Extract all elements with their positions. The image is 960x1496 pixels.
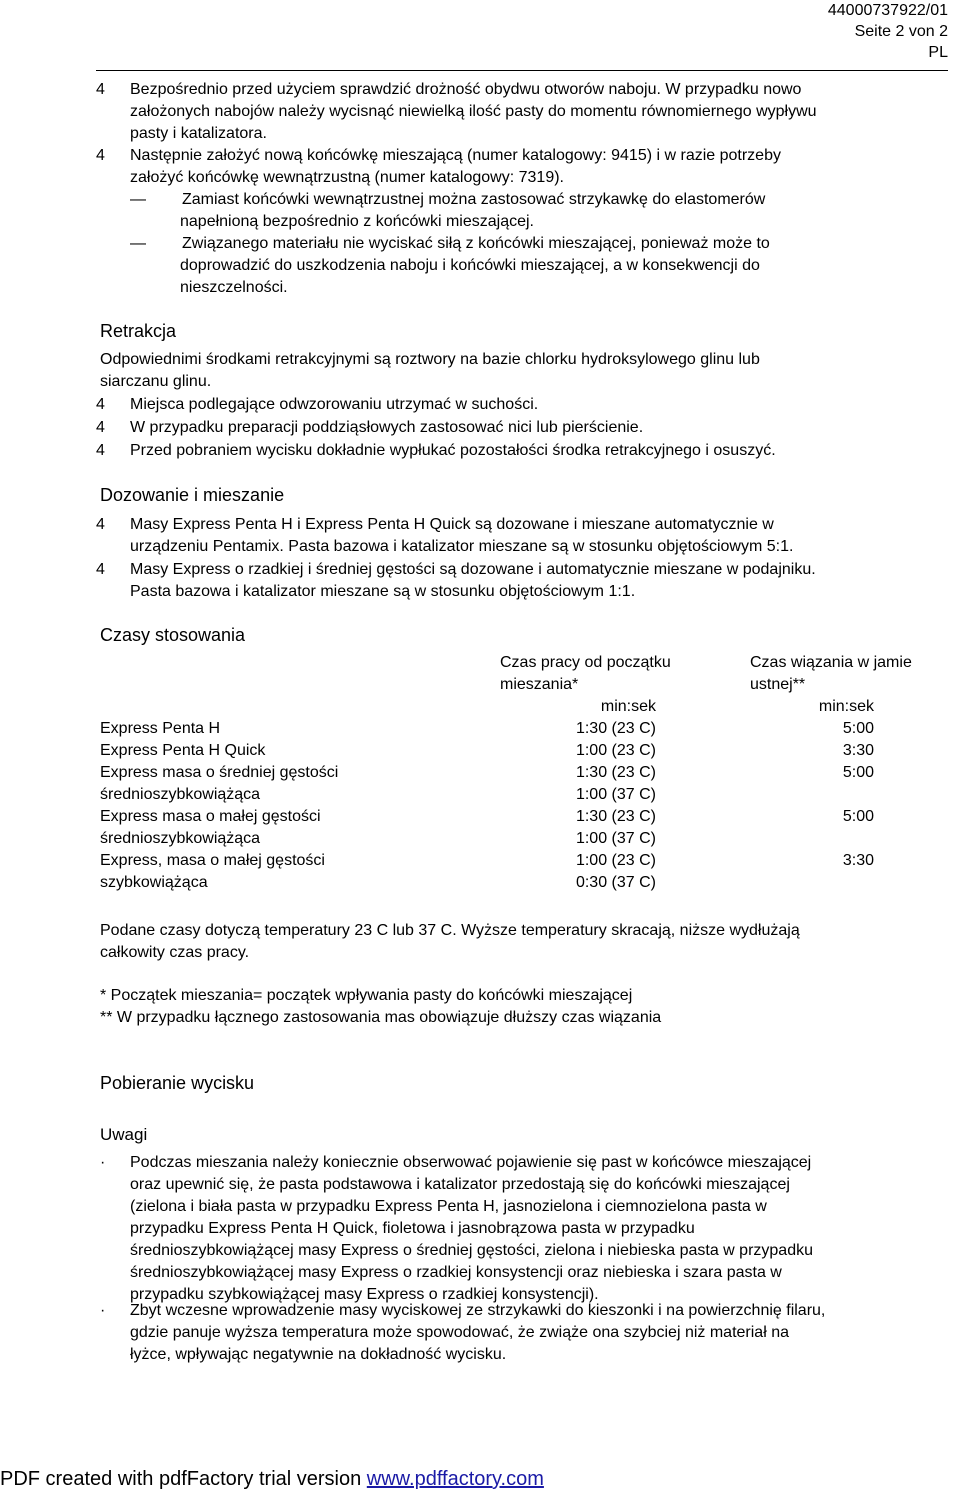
text-line: Pasta bazowa i katalizator mieszane są w stosunku objętościowym 1:1. xyxy=(130,583,636,600)
pdf-footer xyxy=(0,1466,544,1492)
text-line: Podane czasy dotyczą temperatury 23 C lub 37 C. Wyższe temperatury skracają, niższe wydłużają xyxy=(100,922,800,939)
text-line: oraz upewnić się, że pasta podstawowa i katalizator przedostają się do końcówki mieszającej xyxy=(130,1176,790,1193)
bullet-marker: 4 xyxy=(96,516,105,533)
work-time-cell: 1:00 (23 C) xyxy=(575,742,656,759)
text-line: Zamiast końcówki wewnątrzustnej można zastosować strzykawkę do elastomerów xyxy=(182,191,766,208)
dot-marker: · xyxy=(100,1154,106,1171)
footnote: * Początek mieszania= początek wpływania pasty do końcówki mieszającej xyxy=(100,987,633,1004)
text-line: Następnie założyć nową końcówkę mieszającą (numer katalogowy: 9415) i w razie potrzeby xyxy=(130,147,781,164)
section-heading-czasy: Czasy stosowania xyxy=(100,625,246,645)
set-time-cell: 3:30 xyxy=(842,852,874,869)
text-line: Związanego materiału nie wyciskać siłą z końcówki mieszającej, ponieważ może to xyxy=(182,235,770,252)
table-row xyxy=(90,762,960,806)
text-line: założyć końcówkę wewnątrzustną (numer katalogowy: 7319). xyxy=(130,169,564,186)
subsection-heading-uwagi: Uwagi xyxy=(100,1125,148,1144)
set-time-cell: 5:00 xyxy=(842,764,874,781)
set-time-cell: 5:00 xyxy=(842,808,874,825)
language-code: PL xyxy=(928,44,948,61)
unit-cell: min:sek xyxy=(818,698,874,715)
text-line: przypadku szybkowiążącej masy Express o rzadkiej konsystencji). xyxy=(130,1286,599,1303)
section-heading-pobieranie: Pobieranie wycisku xyxy=(100,1073,255,1093)
text-line: Miejsca podlegające odwzorowaniu utrzymać w suchości. xyxy=(130,396,539,413)
table-header-cell: Czas pracy od początku mieszania* xyxy=(500,654,671,693)
page-header xyxy=(828,0,948,63)
text-line: Przed pobraniem wycisku dokładnie wypłukać pozostałości środka retrakcyjnego i osuszyć. xyxy=(130,442,776,459)
work-time-cell: 1:30 (23 C) 1:00 (37 C) xyxy=(575,764,656,803)
text-line: średnioszybkowiążącej masy Express o średniej gęstości, zielona i niebieska pasta w przypadku xyxy=(130,1242,813,1259)
set-time-cell: 3:30 xyxy=(842,742,874,759)
text-line: Bezpośrednio przed użyciem sprawdzić drożność obydwu otworów naboju. W przypadku nowo xyxy=(130,81,802,98)
text-line: (zielona i biała pasta w przypadku Express Penta H, jasnozielona i ciemnozielona pasta w xyxy=(130,1198,767,1215)
unit-cell: min:sek xyxy=(600,698,656,715)
dash-marker: — xyxy=(130,235,146,252)
section-heading-dozowanie: Dozowanie i mieszanie xyxy=(100,485,285,505)
bullet-marker: 4 xyxy=(96,561,105,578)
section-heading-retrakcja: Retrakcja xyxy=(100,321,177,341)
bullet-marker: 4 xyxy=(96,396,105,413)
table-row xyxy=(90,850,960,894)
text-line: całkowity czas pracy. xyxy=(100,944,250,961)
text-line: napełnioną bezpośrednio z końcówki mieszającej. xyxy=(180,213,534,230)
set-time-cell: 5:00 xyxy=(842,720,874,737)
text-line: pasty i katalizatora. xyxy=(130,125,267,142)
text-line: gdzie panuje wyższa temperatura może spowodować, że zwiąże ona szybciej niż materiał na xyxy=(130,1324,789,1341)
work-time-cell: 1:00 (23 C) 0:30 (37 C) xyxy=(575,852,656,891)
text-line: siarczanu glinu. xyxy=(100,373,212,390)
text-line: Masy Express Penta H i Express Penta H Quick są dozowane i mieszane automatycznie w xyxy=(130,516,774,533)
table-header-row xyxy=(90,652,960,696)
text-line: urządzeniu Pentamix. Pasta bazowa i katalizator mieszane są w stosunku objętościowym 5:1. xyxy=(130,538,794,555)
table-row xyxy=(90,718,960,740)
application-times-table xyxy=(90,652,960,894)
text-line: Masy Express o rzadkiej i średniej gęstości są dozowane i automatycznie mieszane w podajniku. xyxy=(130,561,816,578)
product-cell: Express Penta H xyxy=(100,720,221,737)
table-row xyxy=(90,806,960,850)
pdffactory-link[interactable]: www.pdffactory.com xyxy=(366,1468,544,1490)
dot-marker: · xyxy=(100,1302,106,1319)
table-unit-row xyxy=(90,696,960,718)
table-header-cell xyxy=(90,652,492,696)
text-line: przypadku Express Penta H Quick, fioletowa i jasnobrązowa pasta w przypadku xyxy=(130,1220,695,1237)
text-line: nieszczelności. xyxy=(180,279,288,296)
text-line: doprowadzić do uszkodzenia naboju i końcówki mieszającej, a w konsekwencji do xyxy=(180,257,760,274)
page-number: Seite 2 von 2 xyxy=(854,23,948,40)
bullet-marker: 4 xyxy=(96,81,105,98)
work-time-cell: 1:30 (23 C) 1:00 (37 C) xyxy=(575,808,656,847)
product-cell: Express Penta H Quick xyxy=(100,742,266,759)
footnote: ** W przypadku łącznego zastosowania mas obowiązuje dłuższy czas wiązania xyxy=(100,1009,662,1026)
work-time-cell: 1:30 (23 C) xyxy=(575,720,656,737)
dash-marker: — xyxy=(130,191,146,208)
text-line: założonych nabojów należy wycisnąć niewielką ilość pasty do momentu równomiernego wypływu xyxy=(130,103,817,120)
product-cell: Express masa o średniej gęstości średnioszybkowiążąca xyxy=(100,764,339,803)
table-row xyxy=(90,740,960,762)
text-line: średnioszybkowiążącej masy Express o rzadkiej konsystencji oraz niebieska i szara pasta w xyxy=(130,1264,782,1281)
bullet-marker: 4 xyxy=(96,419,105,436)
header-divider xyxy=(96,70,948,71)
footer-text: PDF created with pdfFactory trial version xyxy=(0,1468,367,1490)
table-header-cell: Czas wiązania w jamie ustnej** xyxy=(750,654,912,693)
product-cell: Express masa o małej gęstości średnioszybkowiążąca xyxy=(100,808,321,847)
doc-number: 44000737922/01 xyxy=(827,2,948,19)
text-line: Zbyt wczesne wprowadzenie masy wyciskowej ze strzykawki do kieszonki i na powierzchnię filaru, xyxy=(130,1302,826,1319)
text-line: łyżce, wpływając negatywnie na dokładność wycisku. xyxy=(130,1346,507,1363)
product-cell: Express, masa o małej gęstości szybkowiążąca xyxy=(100,852,325,891)
bullet-marker: 4 xyxy=(96,147,105,164)
text-line: W przypadku preparacji poddziąsłowych zastosować nici lub pierścienie. xyxy=(130,419,644,436)
text-line: Odpowiednimi środkami retrakcyjnymi są roztwory na bazie chlorku hydroksylowego glinu lub xyxy=(100,351,760,368)
bullet-marker: 4 xyxy=(96,442,105,459)
text-line: Podczas mieszania należy koniecznie obserwować pojawienie się past w końcówce mieszającej xyxy=(130,1154,812,1171)
